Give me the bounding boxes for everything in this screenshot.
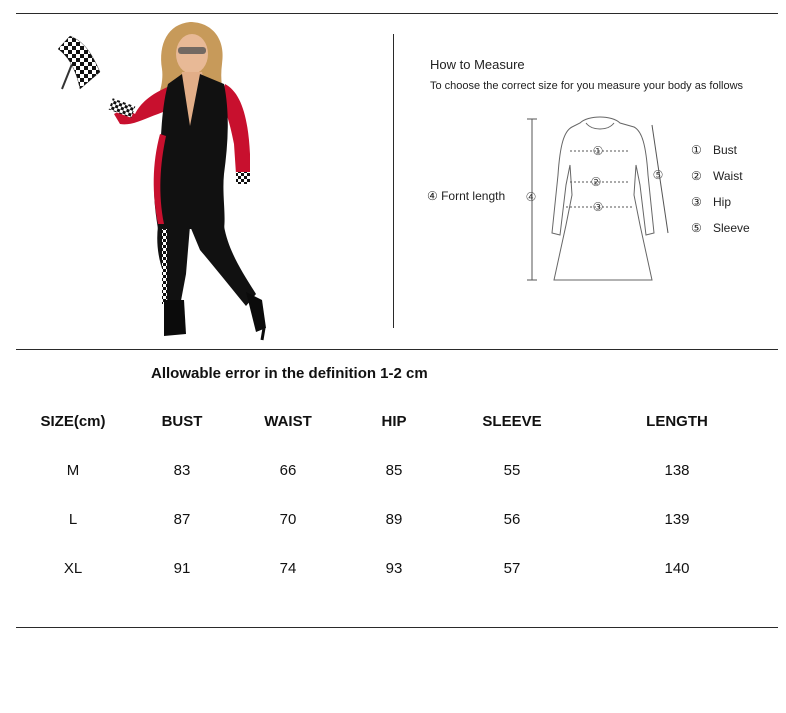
cell-waist: 70 [279,511,297,528]
legend-sleeve [691,221,750,235]
cell-sleeve: 55 [503,462,521,479]
allowable-error-note: Allowable error in the definition 1-2 cm [151,365,428,382]
diagram-mark-5: ⑤ [652,168,664,182]
front-length-label: ④ Fornt length [427,189,506,203]
cell-sleeve: 56 [503,511,521,528]
diagram-mark-3: ③ [592,200,604,214]
legend-waist [691,169,743,183]
checkered-flag [58,36,100,89]
legend-hip [691,195,731,209]
diagram-mark-1: ① [592,144,604,158]
legend-num: ③ [691,195,702,209]
legend-label: Sleeve [713,221,750,235]
legend-num: ② [691,169,702,183]
cell-waist: 66 [279,462,297,479]
vertical-divider [393,34,394,328]
header-sleeve: SLEEVE [482,413,542,430]
guide-title: How to Measure [430,57,525,72]
legend-label: Hip [713,195,732,209]
legend-num: ⑤ [691,221,702,235]
legend-label: Waist [713,169,743,183]
cell-hip: 85 [385,462,403,479]
legend-bust [691,143,737,157]
cell-bust: 87 [173,511,191,528]
diagram-mark-4: ④ [525,190,537,204]
guide-subtitle: To choose the correct size for you measure your body as follows [430,80,744,92]
header-length: LENGTH [646,413,708,430]
legend-num: ① [691,143,702,157]
diagram-mark-2: ② [590,175,602,189]
cell-size: M [66,462,80,479]
product-photo [40,14,330,344]
cell-bust: 91 [173,560,191,577]
middle-rule [16,349,778,350]
cell-length: 140 [664,560,690,577]
cell-sleeve: 57 [503,560,521,577]
cell-hip: 89 [385,511,403,528]
legend-label: Bust [713,143,738,157]
bottom-rule [16,627,778,628]
cell-size: L [68,511,78,528]
cell-bust: 83 [173,462,191,479]
cell-size: XL [63,560,83,577]
cell-length: 138 [664,462,690,479]
header-size: SIZE(cm) [40,413,106,430]
cell-length: 139 [664,511,690,528]
cell-hip: 93 [385,560,403,577]
header-bust: BUST [161,413,203,430]
cell-waist: 74 [279,560,297,577]
header-waist: WAIST [264,413,312,430]
header-hip: HIP [381,413,407,430]
